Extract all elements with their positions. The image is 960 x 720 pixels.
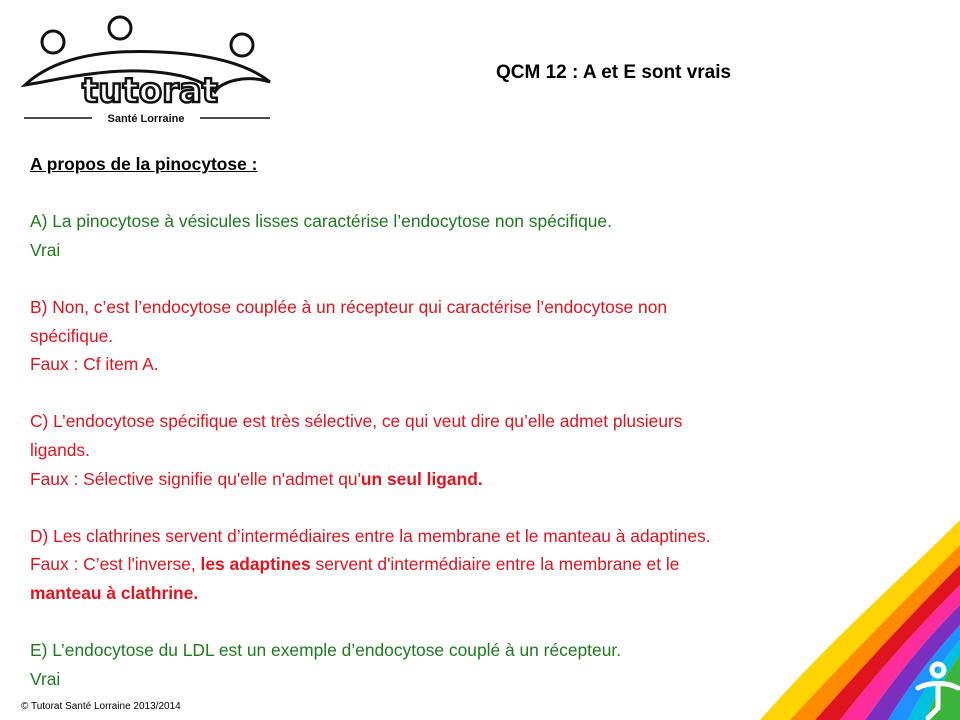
tutorat-logo xyxy=(20,12,275,127)
item-c-statement-line2: ligands. xyxy=(30,439,90,460)
item-d-answer-bold2: manteau à clathrine. xyxy=(30,582,199,603)
item-d-answer-line2 xyxy=(30,579,910,608)
item-e-statement: E) L’endocytose du LDL est un exemple d’endocytose couplé à un récepteur. xyxy=(30,640,622,661)
tutorat-figure-icon xyxy=(918,664,958,718)
logo-head-right xyxy=(231,34,253,56)
item-a-answer: Vrai xyxy=(30,239,61,260)
item-c-answer xyxy=(30,465,910,494)
item-c-answer-bold: un seul ligand. xyxy=(360,468,483,489)
logo-head-middle xyxy=(109,17,131,39)
item-a-statement: A) La pinocytose à vésicules lisses caractérise l’endocytose non spécifique. xyxy=(30,211,612,232)
item-d-answer-mid: servent d'intermédiaire entre la membrane et le xyxy=(310,554,680,575)
item-d-answer-line1 xyxy=(30,550,910,579)
copyright-footer: © Tutorat Santé Lorraine 2013/2014 xyxy=(21,701,181,712)
item-b-statement-line2: spécifique. xyxy=(30,325,114,346)
item-d-answer-text: Faux : C’est l'inverse, xyxy=(30,554,201,575)
logo-subtitle: Santé Lorraine xyxy=(107,113,185,125)
item-d-statement: D) Les clathrines servent d’intermédiaires entre la membrane et le manteau à adaptines. xyxy=(30,525,711,546)
swirl-band-green xyxy=(926,655,960,720)
logo-head-left xyxy=(42,31,64,53)
item-c-answer-text: Faux : Sélective signifie qu'elle n'admet qu' xyxy=(30,468,361,489)
logo-wordmark: tutorat xyxy=(82,71,219,111)
page-title: QCM 12 : A et E sont vrais xyxy=(496,62,732,83)
swirl-band-cyan xyxy=(908,640,960,720)
qcm-content xyxy=(30,150,910,693)
item-e-answer: Vrai xyxy=(30,668,61,689)
item-b-answer: Faux : Cf item A. xyxy=(30,354,159,375)
item-d-answer-bold1: les adaptines xyxy=(200,554,311,575)
item-b-statement-line1: B) Non, c’est l’endocytose couplée à un récepteur qui caractérise l’endocytose non xyxy=(30,296,668,317)
question-heading: A propos de la pinocytose : xyxy=(30,154,258,174)
item-c-statement-line1: C) L’endocytose spécifique est très sélective, ce qui veut dire qu’elle admet plusieurs xyxy=(30,411,683,432)
